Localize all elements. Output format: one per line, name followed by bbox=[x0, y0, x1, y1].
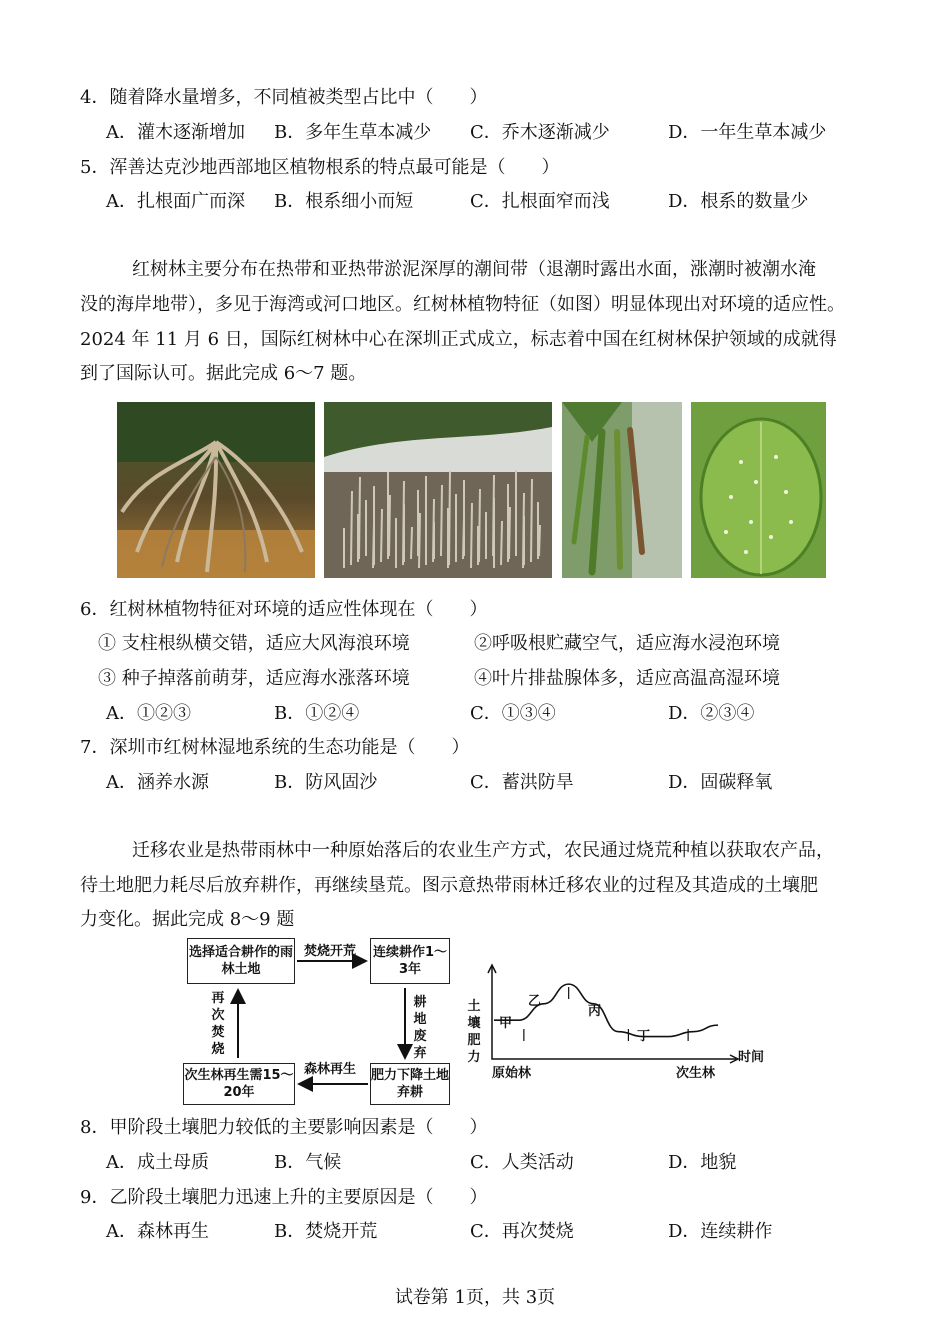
chart-xlabel: 时间 bbox=[738, 1050, 765, 1065]
q4-option-c[interactable]: C．乔木逐渐减少 bbox=[470, 122, 610, 143]
label-reburn: 再 次 焚 烧 bbox=[211, 991, 225, 1057]
fertility-curve bbox=[494, 984, 718, 1036]
q6-option-a[interactable]: A．①②③ bbox=[106, 703, 191, 724]
passage-shifting-line-1: 迁移农业是热带雨林中一种原始落后的农业生产方式，农民通过烧荒种植以获取农产品， bbox=[132, 840, 834, 861]
stage-label-jia: 甲 bbox=[499, 1016, 513, 1031]
q9-option-a[interactable]: A．森林再生 bbox=[106, 1221, 209, 1242]
chart-x-end: 次生林 bbox=[676, 1066, 716, 1081]
question-5-stem: 5．浑善达克沙地西部地区植物根系的特点最可能是（ ） bbox=[80, 157, 560, 178]
q7-option-c[interactable]: C．蓄洪防旱 bbox=[470, 772, 574, 793]
passage-mangrove-line-1: 红树林主要分布在热带和亚热带淤泥深厚的潮间带（退潮时露出水面，涨潮时被潮水淹 bbox=[132, 259, 816, 280]
q6-option-c[interactable]: C．①③④ bbox=[470, 703, 556, 724]
passage-shifting-line-2: 待土地肥力耗尽后放弃耕作，再继续垦荒。图示意热带雨林迁移农业的过程及其造成的土壤肥 bbox=[80, 875, 818, 896]
q9-option-b[interactable]: B．焚烧开荒 bbox=[274, 1221, 378, 1242]
q7-option-a[interactable]: A．涵养水源 bbox=[106, 772, 209, 793]
q6-option-b[interactable]: B．①②④ bbox=[274, 703, 360, 724]
label-burn: 焚烧开荒 bbox=[304, 944, 357, 959]
chart-axes bbox=[492, 967, 736, 1059]
q9-option-c[interactable]: C．再次焚烧 bbox=[470, 1221, 574, 1242]
q7-option-d[interactable]: D．固碳释氧 bbox=[668, 772, 773, 793]
q6-option-d[interactable]: D．②③④ bbox=[668, 703, 755, 724]
question-6-stem: 6．红树林植物特征对环境的适应性体现在（ ） bbox=[80, 599, 488, 620]
q6-statement-3: ③ 种子掉落前萌芽，适应海水涨落环境 bbox=[98, 668, 410, 689]
question-4-stem: 4．随着降水量增多，不同植被类型占比中（ ） bbox=[80, 87, 488, 108]
q7-option-b[interactable]: B．防风固沙 bbox=[274, 772, 378, 793]
chart-x-start: 原始林 bbox=[492, 1066, 532, 1081]
chart-ylabel: 土 壤 肥 力 bbox=[467, 999, 481, 1065]
q8-option-b[interactable]: B．气候 bbox=[274, 1152, 342, 1173]
flow-box-select-land: 选择适合耕作的雨林土地 bbox=[187, 938, 295, 984]
label-abandon: 耕 地 废 弃 bbox=[413, 995, 427, 1061]
flow-box-secondary-forest: 次生林再生需15～20年 bbox=[183, 1063, 295, 1105]
q8-option-d[interactable]: D．地貌 bbox=[668, 1152, 737, 1173]
q4-option-d[interactable]: D．一年生草本减少 bbox=[668, 122, 827, 143]
q8-option-a[interactable]: A．成土母质 bbox=[106, 1152, 209, 1173]
q5-option-c[interactable]: C．扎根面窄而浅 bbox=[470, 191, 610, 212]
passage-shifting-line-3: 力变化。据此完成 8～9 题 bbox=[80, 909, 295, 930]
passage-mangrove-line-2: 没的海岸地带），多见于海湾或河口地区。红树林植物特征（如图）明显体现出对环境的适应性。 bbox=[80, 294, 845, 315]
q5-option-a[interactable]: A．扎根面广而深 bbox=[106, 191, 245, 212]
passage-mangrove-line-3: 2024 年 11 月 6 日，国际红树林中心在深圳正式成立，标志着中国在红树林保护领域的成就得 bbox=[80, 329, 837, 350]
q5-option-d[interactable]: D．根系的数量少 bbox=[668, 191, 809, 212]
flow-box-fertility-decline: 肥力下降土地弃耕 bbox=[370, 1063, 450, 1105]
q4-option-b[interactable]: B．多年生草本减少 bbox=[274, 122, 432, 143]
q6-statement-4: ④叶片排盐腺体多，适应高温高湿环境 bbox=[474, 668, 780, 689]
q8-option-c[interactable]: C．人类活动 bbox=[470, 1152, 574, 1173]
q5-option-b[interactable]: B．根系细小而短 bbox=[274, 191, 414, 212]
stage-label-bing: 丙 bbox=[588, 1004, 602, 1019]
question-8-stem: 8．甲阶段土壤肥力较低的主要影响因素是（ ） bbox=[80, 1117, 488, 1138]
stage-label-yi: 乙 bbox=[528, 994, 542, 1009]
passage-mangrove-line-4: 到了国际认可。据此完成 6～7 题。 bbox=[80, 363, 367, 384]
flow-box-cultivate: 连续耕作1～3年 bbox=[370, 938, 450, 984]
stage-label-ding: 丁 bbox=[637, 1029, 651, 1044]
page-footer: 试卷第 1页，共 3页 bbox=[394, 1287, 556, 1308]
question-7-stem: 7．深圳市红树林湿地系统的生态功能是（ ） bbox=[80, 737, 470, 758]
question-9-stem: 9．乙阶段土壤肥力迅速上升的主要原因是（ ） bbox=[80, 1187, 488, 1208]
q6-statement-2: ②呼吸根贮藏空气，适应海水浸泡环境 bbox=[474, 633, 780, 654]
q9-option-d[interactable]: D．连续耕作 bbox=[668, 1221, 773, 1242]
q4-option-a[interactable]: A．灌木逐渐增加 bbox=[106, 122, 245, 143]
label-forest-regen: 森林再生 bbox=[304, 1062, 357, 1077]
q6-statement-1: ① 支柱根纵横交错，适应大风海浪环境 bbox=[98, 633, 410, 654]
